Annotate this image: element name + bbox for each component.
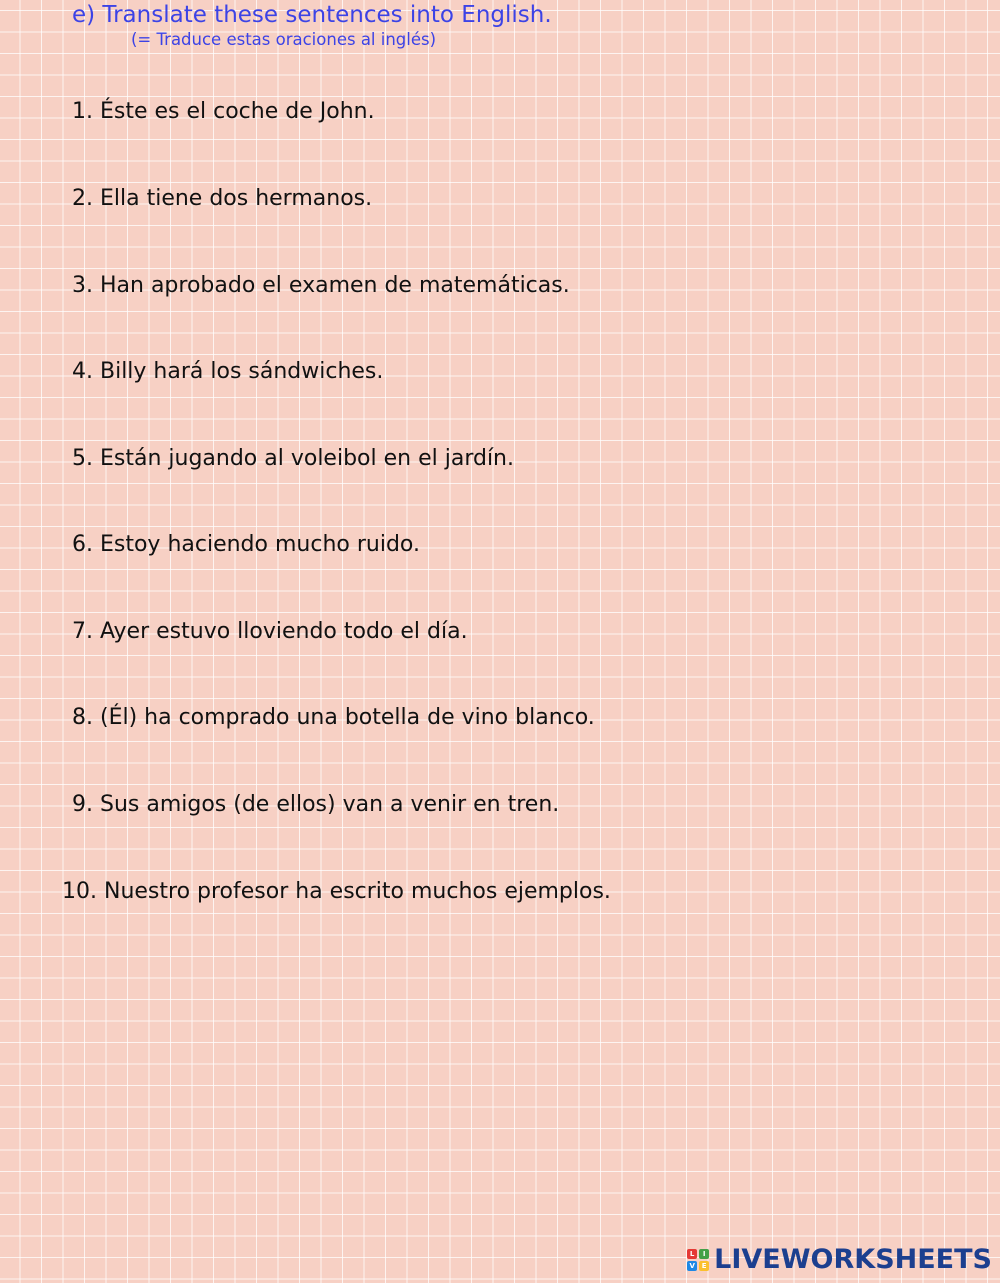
instruction-subtitle: (= Traduce estas oraciones al inglés) — [131, 30, 437, 49]
sentence-7: 7. Ayer estuvo lloviendo todo el día. — [72, 619, 468, 644]
logo-mark-tile-e: E — [699, 1261, 709, 1271]
sentence-8: 8. (Él) ha comprado una botella de vino blanco. — [72, 705, 595, 730]
sentence-4: 4. Billy hará los sándwiches. — [72, 359, 384, 384]
sentence-5: 5. Están jugando al voleibol en el jardín. — [72, 446, 514, 471]
sentence-10: 10. Nuestro profesor ha escrito muchos ejemplos. — [62, 879, 611, 904]
sentence-2: 2. Ella tiene dos hermanos. — [72, 186, 373, 211]
liveworksheets-logo-icon — [687, 1249, 709, 1271]
instruction-title: e) Translate these sentences into English. — [72, 2, 552, 28]
logo-mark-tile-v: V — [687, 1261, 697, 1271]
liveworksheets-logo[interactable] — [687, 1243, 992, 1277]
logo-mark-tile-l: L — [687, 1249, 697, 1259]
sentence-6: 6. Estoy haciendo mucho ruido. — [72, 532, 420, 557]
sentence-9: 9. Sus amigos (de ellos) van a venir en tren. — [72, 792, 560, 817]
sentence-1: 1. Éste es el coche de John. — [72, 99, 375, 124]
liveworksheets-logo-text: LIVEWORKSHEETS — [714, 1244, 992, 1275]
logo-mark-tile-i: I — [699, 1249, 709, 1259]
sentence-3: 3. Han aprobado el examen de matemáticas. — [72, 273, 570, 298]
